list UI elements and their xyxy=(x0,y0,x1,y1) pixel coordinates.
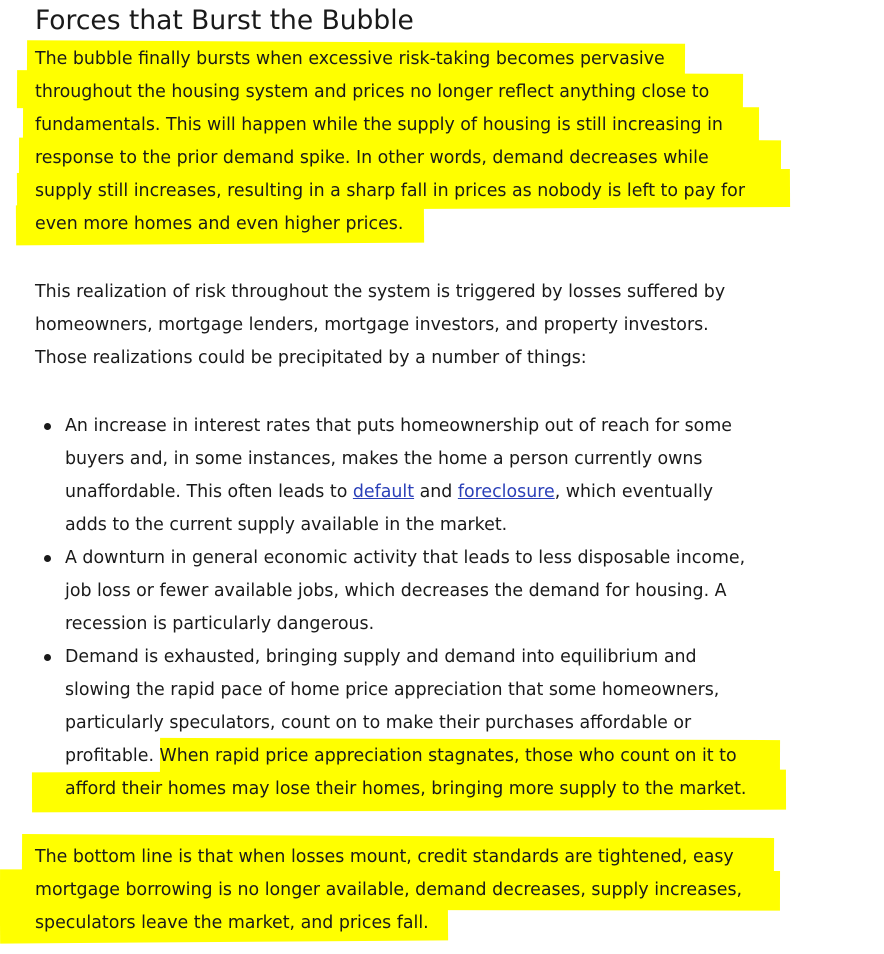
text-line: homeowners, mortgage lenders, mortgage investors, and property investors. xyxy=(35,315,709,335)
text-segment: , which eventually xyxy=(554,482,714,502)
text-line: A downturn in general economic activity that leads to less disposable income, xyxy=(65,548,746,568)
bullet-icon xyxy=(44,654,51,661)
bullet-icon xyxy=(44,555,51,562)
paragraph-bubble-bursts xyxy=(35,43,835,241)
text-line: buyers and, in some instances, makes the home a person currently owns xyxy=(65,449,703,469)
text-segment: and xyxy=(414,482,458,502)
list-item-interest-rates xyxy=(65,410,845,542)
text-line: recession is particularly dangerous. xyxy=(65,614,375,634)
text-line: mortgage borrowing is no longer available, demand decreases, supply increases, xyxy=(35,880,743,900)
text-line: An increase in interest rates that puts homeownership out of reach for some xyxy=(65,416,732,436)
bullet-list xyxy=(65,410,845,806)
text-line: Demand is exhausted, bringing supply and demand into equilibrium and xyxy=(65,647,697,667)
text-line: Those realizations could be precipitated by a number of things: xyxy=(35,348,587,368)
text-line: supply still increases, resulting in a sharp fall in prices as nobody is left to pay for xyxy=(35,181,745,201)
text-line: throughout the housing system and prices no longer reflect anything close to xyxy=(35,82,710,102)
text-line xyxy=(65,740,845,773)
text-line: response to the prior demand spike. In other words, demand decreases while xyxy=(35,148,709,168)
text-line: slowing the rapid pace of home price appreciation that some homeowners, xyxy=(65,680,720,700)
list-item-demand-exhausted xyxy=(65,641,845,806)
text-line: fundamentals. This will happen while the supply of housing is still increasing in xyxy=(35,115,723,135)
text-line-with-links xyxy=(65,476,845,509)
text-line: This realization of risk throughout the system is triggered by losses suffered by xyxy=(35,282,726,302)
text-line: The bottom line is that when losses mount, credit standards are tightened, easy xyxy=(35,847,734,867)
paragraph-risk-realization xyxy=(35,276,835,375)
text-segment: profitable. xyxy=(65,746,154,766)
bullet-icon xyxy=(44,423,51,430)
text-line: The bubble finally bursts when excessive risk-taking becomes pervasive xyxy=(35,49,665,69)
text-line: job loss or fewer available jobs, which decreases the demand for housing. A xyxy=(65,581,727,601)
text-line: afford their homes may lose their homes, bringing more supply to the market. xyxy=(65,779,747,799)
text-segment: unaffordable. This often leads to xyxy=(65,482,353,502)
list-item-economic-downturn xyxy=(65,542,845,641)
text-line: adds to the current supply available in the market. xyxy=(65,515,508,535)
paragraph-bottom-line xyxy=(35,841,835,940)
default-link[interactable]: default xyxy=(352,482,415,502)
text-line: speculators leave the market, and prices fall. xyxy=(35,913,429,933)
text-line: even more homes and even higher prices. xyxy=(35,214,404,234)
foreclosure-link[interactable]: foreclosure xyxy=(457,482,555,502)
section-heading: Forces that Burst the Bubble xyxy=(35,5,414,36)
text-line: particularly speculators, count on to make their purchases affordable or xyxy=(65,713,692,733)
text-segment: When rapid price appreciation stagnates, those who count on it to xyxy=(153,746,737,766)
